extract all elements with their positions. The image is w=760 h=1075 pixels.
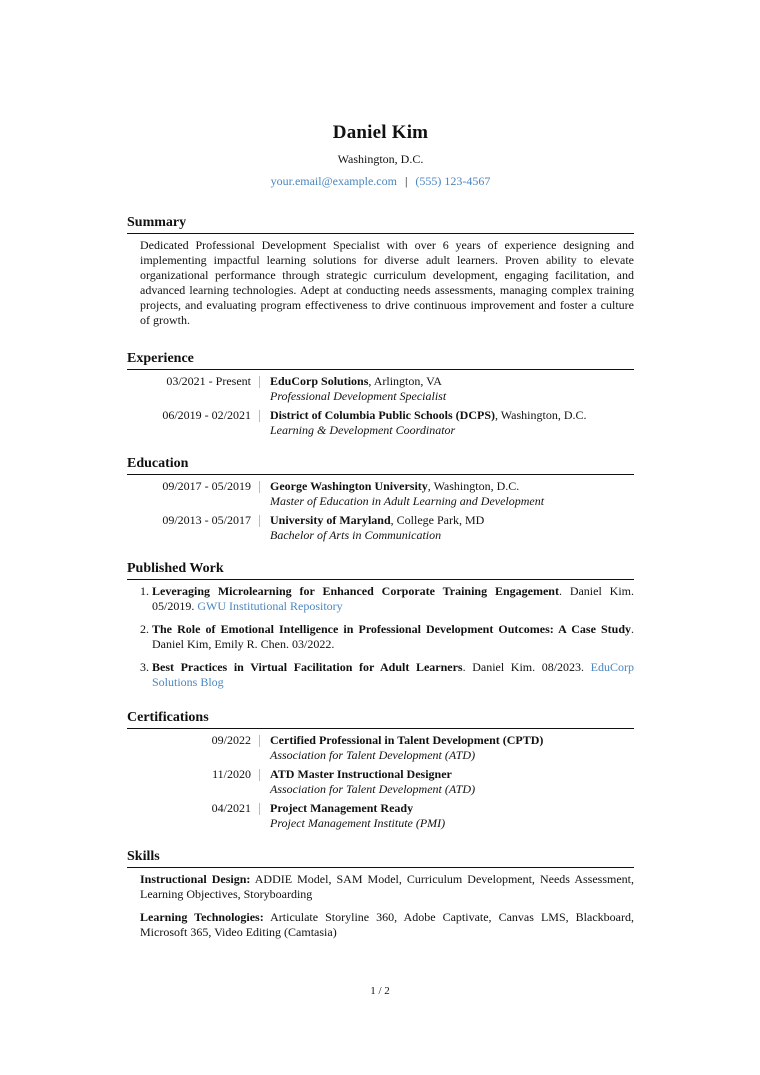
published-list — [127, 584, 634, 690]
section-title: Published Work — [127, 561, 634, 580]
entry-place: , Arlington, VA — [368, 374, 442, 388]
entry-org: District of Columbia Public Schools (DCPS) — [270, 408, 495, 422]
cert-name: ATD Master Instructional Designer — [270, 767, 452, 781]
entry-role: Learning & Development Coordinator — [270, 423, 456, 437]
summary-section — [127, 215, 634, 328]
entry-place: , Washington, D.C. — [427, 479, 520, 493]
pub-meta: . Daniel Kim. 05/2019. — [152, 584, 634, 613]
skills-list — [127, 872, 634, 940]
entry-role: Professional Development Specialist — [270, 389, 447, 403]
pub-link[interactable]: GWU Institutional Repository — [197, 599, 343, 613]
entry-place: , College Park, MD — [390, 513, 485, 527]
entry-date: 09/2022 — [211, 733, 251, 747]
pub-meta: . Daniel Kim. 08/2023. — [462, 660, 591, 674]
entry-date: 09/2017 - 05/2019 — [162, 479, 251, 493]
section-title: Skills — [127, 849, 634, 868]
cert-name: Certified Professional in Talent Development (CPTD) — [270, 733, 544, 747]
cert-name: Project Management Ready — [270, 801, 414, 815]
experience-list — [127, 374, 634, 438]
entry-divider — [259, 735, 260, 747]
header — [127, 122, 634, 189]
pub-meta: . Daniel Kim, Emily R. Chen. 03/2022. — [152, 622, 634, 651]
person-name: Daniel Kim — [332, 122, 429, 143]
education-entry — [140, 479, 634, 509]
entry-org: George Washington University — [270, 479, 428, 493]
entry-org: University of Maryland — [270, 513, 391, 527]
skill-text: Articulate Storyline 360, Adobe Captivate, Canvas LMS, Blackboard, Microsoft 365, Video Editing (Camtasia) — [140, 910, 634, 939]
published-section — [127, 561, 634, 690]
pub-title: Leveraging Microlearning for Enhanced Corporate Training Engagement — [152, 584, 559, 598]
cert-issuer: Association for Talent Development (ATD) — [270, 782, 476, 796]
experience-entry — [140, 374, 634, 404]
section-title: Summary — [127, 215, 634, 234]
cert-issuer: Association for Talent Development (ATD) — [270, 748, 476, 762]
resume-page — [127, 0, 634, 948]
entry-date: 06/2019 - 02/2021 — [162, 408, 251, 422]
entry-org: EduCorp Solutions — [270, 374, 369, 388]
entry-divider — [259, 803, 260, 815]
entry-divider — [259, 481, 260, 493]
certification-entry — [140, 733, 634, 763]
entry-date: 11/2020 — [212, 767, 251, 781]
published-body — [127, 584, 634, 690]
education-section — [127, 456, 634, 543]
entry-date: 09/2013 - 05/2017 — [162, 513, 251, 527]
entry-date: 03/2021 - Present — [166, 374, 251, 388]
skill-text: ADDIE Model, SAM Model, Curriculum Development, Needs Assessment, Learning Objectives, Storyboarding — [140, 872, 635, 901]
entry-degree: Master of Education in Adult Learning and Development — [270, 494, 545, 508]
entry-divider — [259, 769, 260, 781]
entry-divider — [259, 376, 260, 388]
experience-entry — [140, 408, 634, 438]
entry-divider — [259, 515, 260, 527]
entry-degree: Bachelor of Arts in Communication — [270, 528, 442, 542]
contact-separator: | — [404, 174, 408, 188]
email-link[interactable]: your.email@example.com — [270, 174, 397, 188]
skill-label: Learning Technologies: — [140, 910, 264, 924]
section-title: Experience — [127, 351, 634, 370]
cert-issuer: Project Management Institute (PMI) — [270, 816, 446, 830]
phone-link[interactable]: (555) 123-4567 — [415, 174, 491, 188]
education-entry — [140, 513, 634, 543]
skill-item — [140, 872, 634, 902]
entry-divider — [259, 410, 260, 422]
section-title: Education — [127, 456, 634, 475]
entry-place: , Washington, D.C. — [495, 408, 587, 422]
pub-title: The Role of Emotional Intelligence in Professional Development Outcomes: A Case Study — [152, 622, 631, 636]
education-list — [127, 479, 634, 543]
skill-label: Instructional Design: — [140, 872, 251, 886]
published-item — [140, 622, 634, 652]
certifications-list — [127, 733, 634, 831]
published-item — [140, 584, 634, 614]
certification-entry — [140, 767, 634, 797]
pub-link[interactable]: EduCorp Solutions Blog — [152, 660, 635, 689]
section-title: Certifications — [127, 710, 634, 729]
certification-entry — [140, 801, 634, 831]
page-number: 1 / 2 — [370, 985, 390, 997]
entry-date: 04/2021 — [211, 801, 251, 815]
location: Washington, D.C. — [337, 152, 424, 166]
certifications-section — [127, 710, 634, 831]
summary-text: Dedicated Professional Development Specialist with over 6 years of experience designing and implementing impactful learning solutions for diverse adult learners. Proven ability to elevate organizational performance through strategic curriculum development, engaging facilitation, and advanced learning technologies. Adept at conducting needs assessments, managing complex training projects, and evaluating program effectiveness to drive continuous improvement and foster a culture of growth. — [140, 238, 634, 327]
pub-title: Best Practices in Virtual Facilitation for Adult Learners — [152, 660, 463, 674]
experience-section — [127, 351, 634, 438]
published-item — [140, 660, 634, 690]
contact-line — [127, 174, 634, 189]
skills-section — [127, 849, 634, 940]
skill-item — [140, 910, 634, 940]
